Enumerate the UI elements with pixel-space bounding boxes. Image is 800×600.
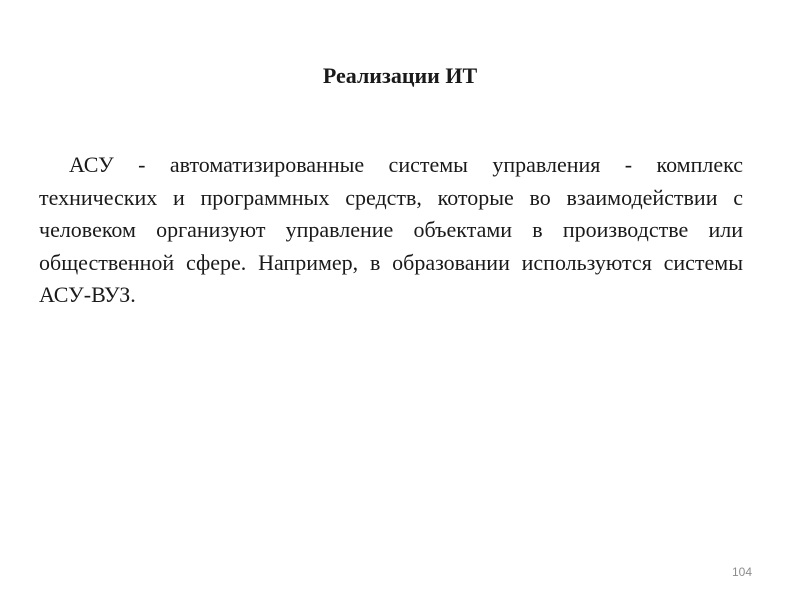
slide-title: Реализации ИТ [322,63,478,88]
page-number: 104 [731,565,752,579]
slide-body-text: АСУ - автоматизированные системы управления - комплекс технических и программных средств, которые во взаимодействии с человеком организуют управление объектами в производстве или общественной сфере. Например, в образовании используются системы АСУ-ВУЗ. [39,152,743,307]
